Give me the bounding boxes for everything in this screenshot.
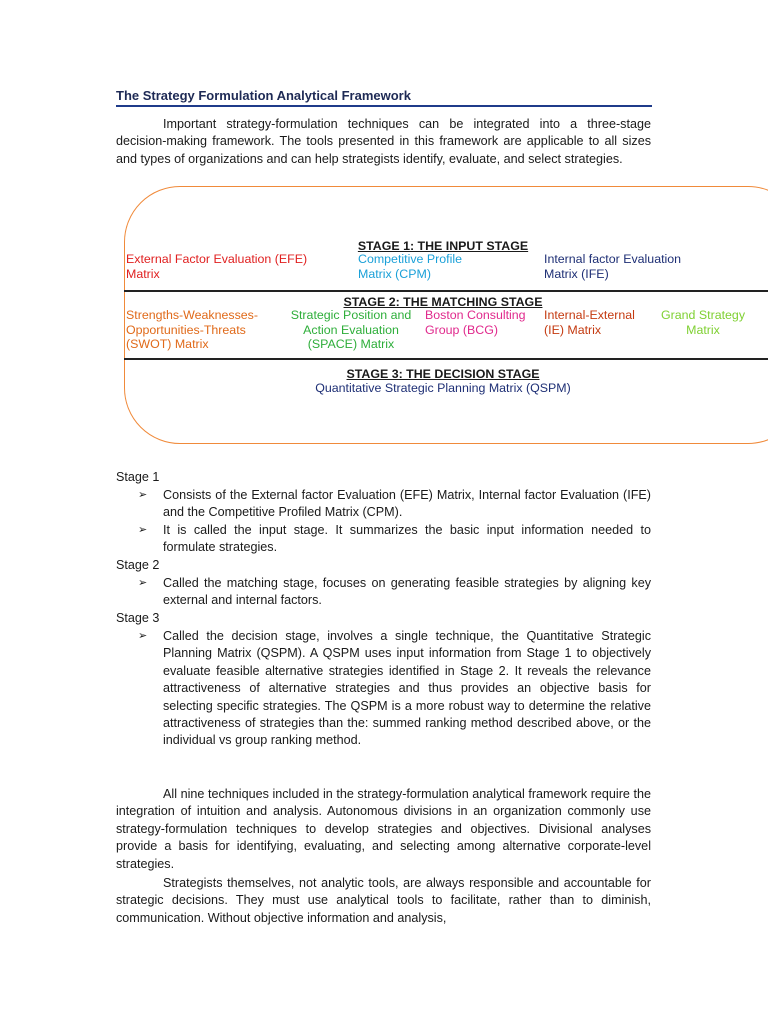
arrow-bullet-icon: ➢ <box>138 489 148 501</box>
cpm-matrix-label: Competitive Profile Matrix (CPM) <box>358 252 462 281</box>
swot-matrix-label: Strengths-Weaknesses-Opportunities-Threats (SWOT) Matrix <box>126 308 258 351</box>
arrow-bullet-icon: ➢ <box>138 630 148 642</box>
body-paragraph: All nine techniques included in the strategy-formulation analytical framework require the integration of intuition and analysis. Autonomous divisions in an organization commonly use strategy-formulation techniques to develop strategies and objectives. Divisional analyses provide a basis for identifying, evaluating, and selecting among alternative corporate-level strategies. <box>116 787 651 871</box>
list-item <box>138 575 651 610</box>
stage3-label: Stage 3 <box>116 611 160 625</box>
body-paragraph: Strategists themselves, not analytic tools, are always responsible and accountable for strategic decisions. They must use analytical tools to facilitate, rather than to diminish, communication. Without objective information and analysis, <box>116 876 651 925</box>
ie-matrix-label: Internal-External (IE) Matrix <box>544 308 635 337</box>
list-item <box>138 522 651 557</box>
stage-divider-2 <box>124 358 768 360</box>
arrow-bullet-icon: ➢ <box>138 524 148 536</box>
list-item <box>138 487 651 522</box>
arrow-bullet-icon: ➢ <box>138 577 148 589</box>
space-matrix-label: Strategic Position and Action Evaluation (SPACE) Matrix <box>290 308 412 351</box>
stage3-title: STAGE 3: THE DECISION STAGE <box>346 367 540 381</box>
bcg-matrix-label: Boston Consulting Group (BCG) <box>425 308 526 337</box>
efe-matrix-label: External Factor Evaluation (EFE) Matrix <box>126 252 308 281</box>
bullet-text: It is called the input stage. It summarizes the basic input information needed to formulate strategies. <box>163 523 651 555</box>
bullet-text: Called the matching stage, focuses on generating feasible strategies by aligning key external and internal factors. <box>163 576 651 608</box>
stage2-title: STAGE 2: THE MATCHING STAGE <box>343 295 543 309</box>
ife-matrix-label: Internal factor Evaluation Matrix (IFE) <box>544 252 682 281</box>
stage-divider-1 <box>124 290 768 292</box>
qspm-label: Quantitative Strategic Planning Matrix (QSPM) <box>315 381 571 395</box>
stage2-label: Stage 2 <box>116 558 160 572</box>
grand-strategy-matrix-label: Grand Strategy Matrix <box>660 308 746 337</box>
list-item <box>138 628 651 750</box>
bullet-text: Consists of the External factor Evaluation (EFE) Matrix, Internal factor Evaluation (IFE) and the Competitive Profiled Matrix (CPM). <box>163 488 651 520</box>
stage1-title: STAGE 1: THE INPUT STAGE <box>357 239 529 253</box>
intro-paragraph: Important strategy-formulation techniques can be integrated into a three-stage decision-making framework. The tools presented in this framework are applicable to all sizes and types of organizations and can help strategists identify, evaluate, and select strategies. <box>116 117 651 166</box>
stage1-label: Stage 1 <box>116 470 160 484</box>
page-title: The Strategy Formulation Analytical Framework <box>116 87 652 107</box>
bullet-text: Called the decision stage, involves a single technique, the Quantitative Strategic Planning Matrix (QSPM). A QSPM uses input information from Stage 1 to objectively evaluate feasible alternative strategies identified in Stage 2. It reveals the relevance attractiveness of alternative strategies and thus provides an objective basis for selecting specific strategies. The QSPM is a more robust way to determine the relative attractiveness of strategies than the: summed ranking method described above, or the individual vs group ranking method. <box>163 629 651 748</box>
